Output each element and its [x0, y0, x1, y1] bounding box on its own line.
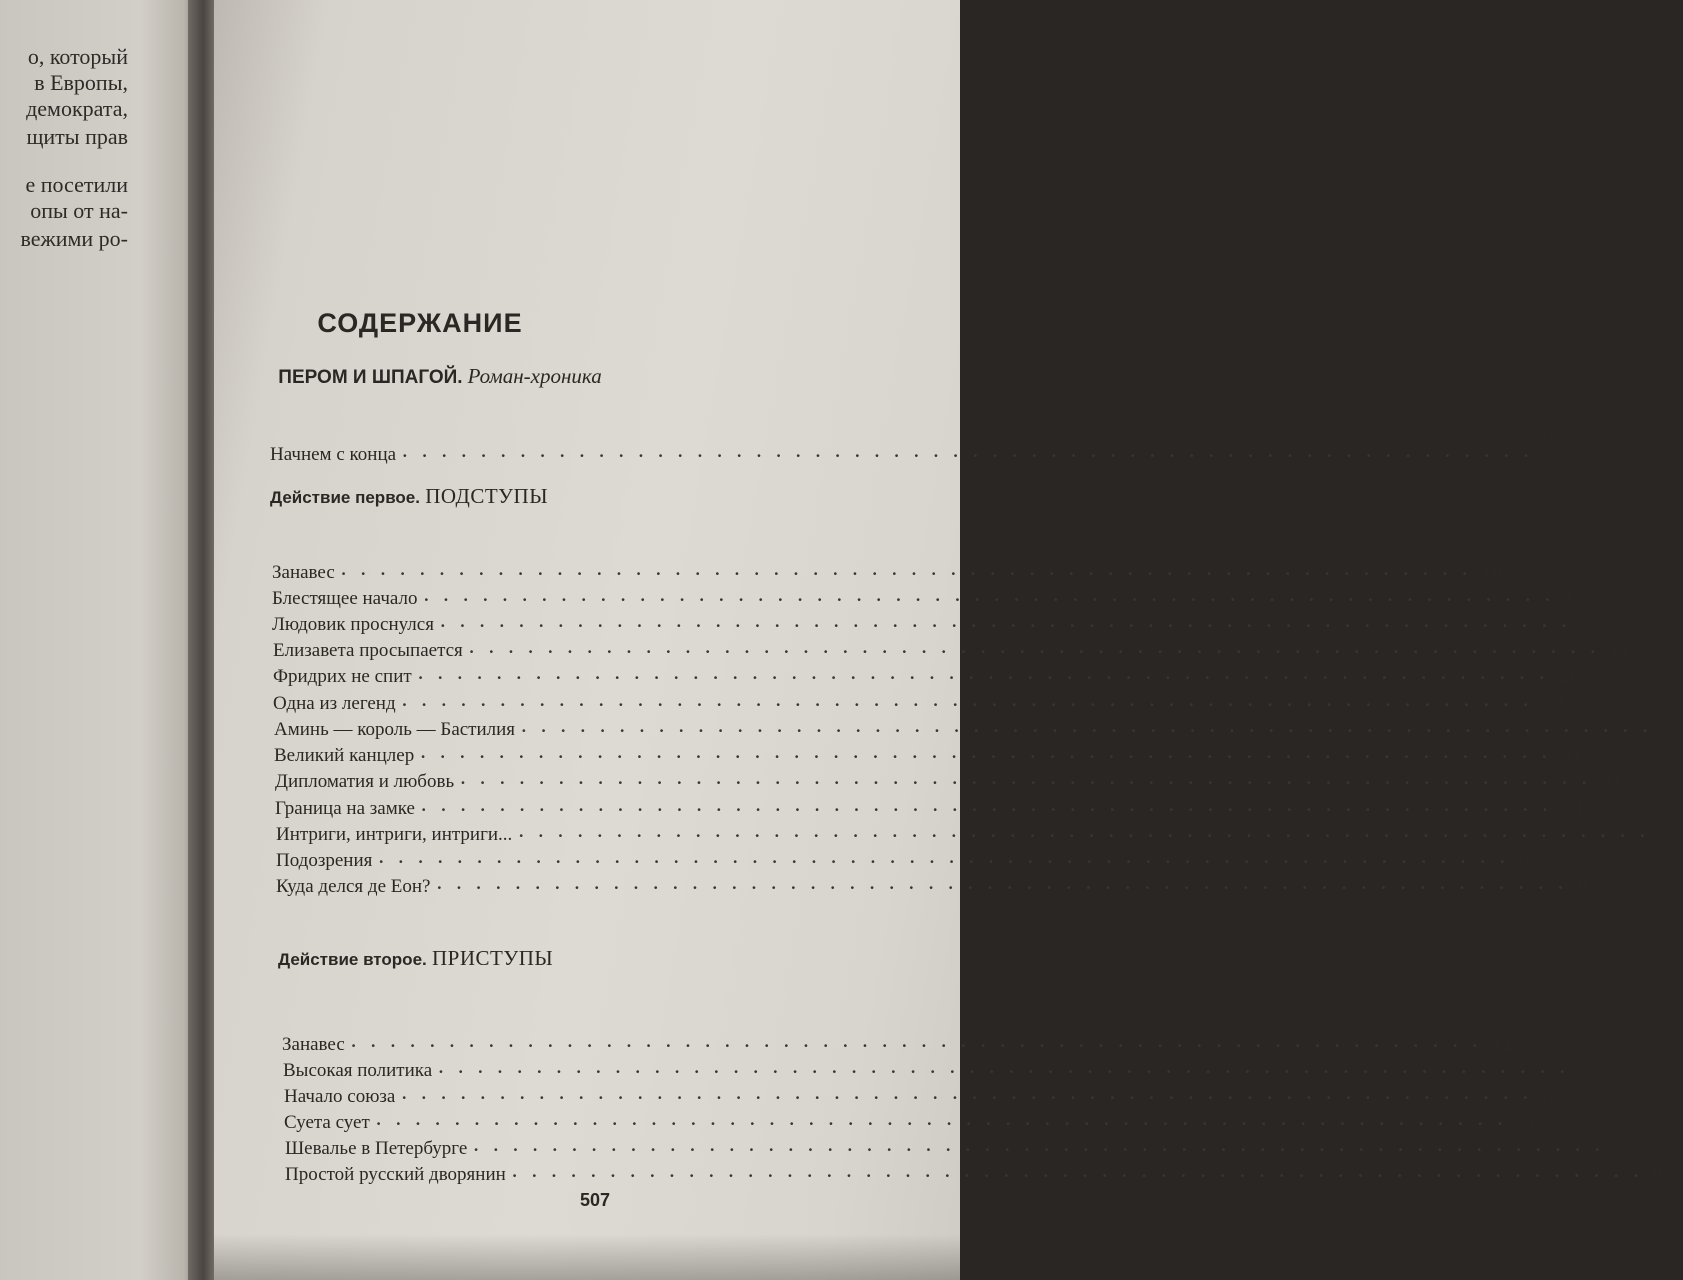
toc-entry-title: Людовик проснулся [272, 614, 434, 635]
toc-entry[interactable] [283, 1056, 1601, 1082]
toc-entry-title: Дипломатия и любовь [275, 771, 455, 792]
page-number: 507 [579, 1190, 611, 1210]
toc-entry-title: Занавес [282, 1034, 345, 1055]
toc-entry-title: Одна из легенд [273, 693, 396, 714]
toc-entry-page: 71 [1491, 1034, 1513, 1055]
toc-entry-title: Граница на замке [275, 798, 415, 819]
toc-entry-page: 91 [1614, 1138, 1636, 1159]
toc-entry-title: Блестящее начало [272, 588, 418, 609]
leader-dots: ·························································· [378, 852, 1520, 871]
toc-entry-page: 10 [1481, 562, 1503, 583]
toc-entry[interactable] [285, 1160, 1674, 1186]
toc-entry-title: Великий канцлер [274, 745, 415, 766]
section-label: Действие второе. [278, 950, 427, 969]
toc-entry-title: Начало союза [284, 1086, 396, 1107]
toc-entry-page: 57 [1659, 824, 1681, 845]
leader-dots: ·························································· [518, 826, 1660, 845]
leader-dots: ·························································· [439, 616, 1581, 635]
toc-entry-page: 62 [1519, 850, 1541, 871]
toc-entry-page: 72 [1578, 1060, 1601, 1081]
leader-dots: ·························································· [420, 747, 1562, 766]
toc-entry-title: Начнем с конца [270, 444, 397, 465]
work-title [170, 364, 710, 389]
toc-entry[interactable] [272, 584, 1585, 610]
toc-entry[interactable] [285, 1134, 1636, 1160]
toc-entry-title: Простой русский дворянин [285, 1164, 506, 1185]
work-title-main: ПЕРОМ И ШПАГОЙ. [278, 367, 463, 388]
leader-dots: ·························································· [511, 1166, 1653, 1185]
leader-dots: ·························································· [350, 1036, 1492, 1055]
leader-dots: ·························································· [521, 721, 1662, 740]
toc-entry-title: Суета сует [284, 1112, 370, 1133]
leader-dots: ·························································· [423, 590, 1565, 609]
leader-dots: ·························································· [473, 1140, 1615, 1159]
section-heading-1 [270, 484, 548, 509]
toc-entry-page: 67 [1577, 876, 1599, 897]
toc-entry[interactable] [284, 1082, 1564, 1108]
toc-entry-title: Елизавета просыпается [273, 640, 463, 661]
leader-dots: ·························································· [401, 695, 1543, 714]
section-name: ПОДСТУПЫ [425, 484, 549, 508]
left-text-line: е посетили [25, 172, 128, 197]
toc-entry[interactable] [274, 741, 1583, 767]
leader-dots: ·························································· [420, 800, 1562, 819]
toc-entry-page: 37 [1661, 719, 1683, 740]
toc-entry[interactable] [282, 1030, 1513, 1056]
left-text-line: щиты прав [26, 124, 128, 149]
toc-entry-title: Подозрения [276, 850, 373, 871]
section-name: ПРИСТУПЫ [432, 946, 554, 970]
leader-dots: ·························································· [460, 773, 1601, 792]
toc-entry-page: 6 [1542, 426, 1554, 447]
left-page [0, 0, 200, 1280]
left-text-line: демократа, [26, 96, 128, 121]
work-title-genre: Роман-хроника [467, 364, 602, 388]
toc-entry-title: Шевалье в Петербурге [285, 1138, 468, 1159]
toc-entry[interactable] [275, 767, 1623, 793]
leader-dots: ·························································· [438, 1062, 1579, 1081]
leader-dots: ·························································· [468, 642, 1610, 661]
toc-entry-page: 54 [1561, 798, 1583, 819]
toc-entry[interactable] [272, 558, 1503, 584]
leader-dots: ·························································· [417, 668, 1559, 687]
toc-entry-title: Интриги, интриги, интриги... [276, 824, 513, 845]
toc-entry-page: 11 [1564, 588, 1585, 609]
toc-entry[interactable] [276, 872, 1599, 898]
toc-entry[interactable] [276, 820, 1681, 846]
toc-entry[interactable] [274, 715, 1683, 741]
toc-entry-page: 47 [1600, 771, 1623, 792]
toc-entry-title: Высокая политика [283, 1060, 433, 1081]
toc-entry[interactable] [273, 636, 1631, 662]
toc-entry[interactable] [284, 1108, 1538, 1134]
contents-heading: СОДЕРЖАНИЕ [317, 308, 523, 338]
left-text-line: опы от на- [30, 198, 128, 223]
toc-entry-page: 96 [1652, 1164, 1674, 1185]
toc-entry-page: 87 [1516, 1112, 1538, 1133]
toc-entry[interactable] [272, 610, 1602, 636]
left-text-line: вежими ро- [20, 226, 128, 251]
toc-entry[interactable] [273, 689, 1564, 715]
left-text-line: в Европы, [34, 70, 128, 95]
leader-dots: ·························································· [340, 564, 1482, 583]
toc-entry-intro[interactable] [270, 426, 1554, 466]
toc-entry-title: Фридрих не спит [273, 666, 412, 687]
toc-entry-page: 81 [1542, 1086, 1564, 1107]
toc-entry-title: Аминь — король — Бастилия [274, 719, 516, 740]
toc-entry-title: Занавес [272, 562, 335, 583]
section-heading-2 [278, 946, 553, 971]
toc-entry-page: 34 [1542, 693, 1564, 714]
leader-dots: ·························································· [401, 1088, 1543, 1107]
leader-dots: ·························································· [375, 1114, 1517, 1133]
toc-entry-page: 26 [1558, 666, 1580, 687]
leader-dots: ·························································· [402, 446, 1543, 465]
toc-entry-page: 16 [1580, 614, 1602, 635]
section-label: Действие первое. [270, 488, 420, 507]
toc-entry-page: 41 [1561, 745, 1583, 766]
toc-entry-page: 21 [1609, 640, 1631, 661]
toc-entry[interactable] [275, 794, 1583, 820]
page-bottom-shadow [214, 1234, 960, 1280]
toc-entry-title: Куда делся де Еон? [276, 876, 431, 897]
leader-dots: ·························································· [436, 878, 1578, 897]
toc-entry[interactable] [273, 662, 1580, 688]
left-text-line: о, который [27, 44, 128, 69]
toc-entry[interactable] [276, 846, 1541, 872]
